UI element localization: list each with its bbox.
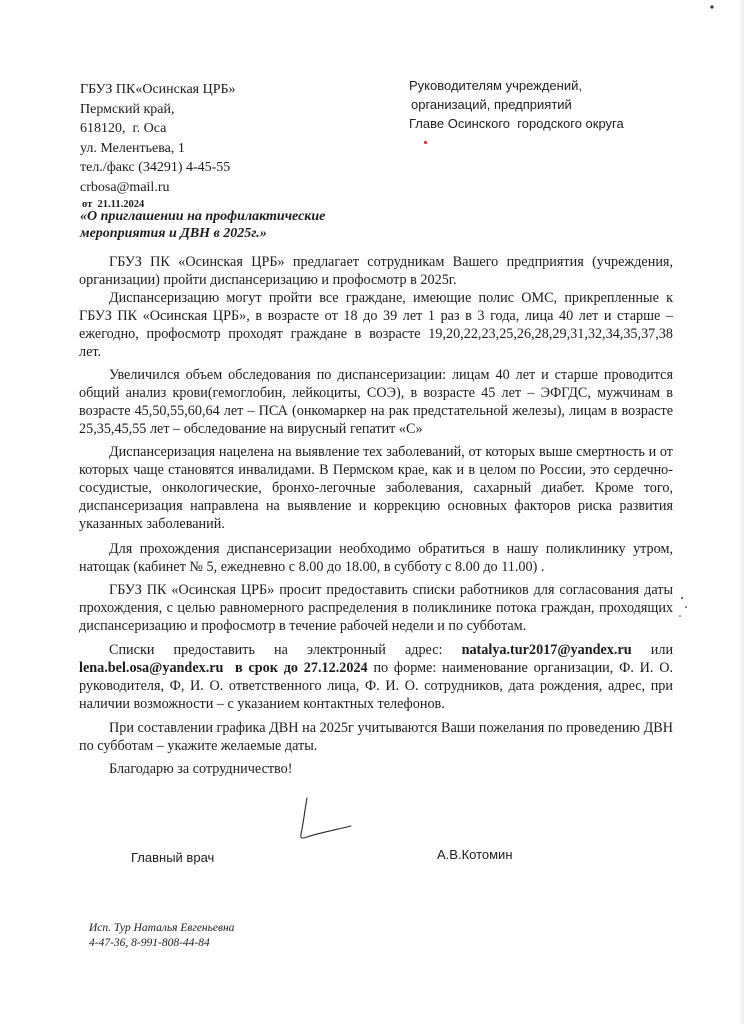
executor-name: Исп. Тур Наталья Евгеньевна — [89, 922, 235, 934]
speck — [681, 597, 683, 599]
sender-street: ул. Мелентьева, 1 — [80, 140, 185, 156]
addressee-block — [409, 76, 709, 133]
paragraph-eligibility: Диспансеризацию могут пройти все граждане, имеющие полис ОМС, прикрепленные к ГБУЗ ПК «Осинская ЦРБ», в возрасте от 18 до 39 лет 1 раз в 3 года, лица 40 лет и старше – ежегодно, профосмотр проходят граждане в возрасте 19,20,22,23,25,26,28,29,31,32,34,35,37,38 лет. — [79, 290, 673, 360]
submission-text-b: по форме: наименование организации, Ф. И. О. руководителя, Ф, И. О. ответственного лица, Ф. И. О. сотрудников, дата рождения, адрес, при наличии возможности – с указанием контактных телефонов. — [79, 660, 674, 712]
addressee-line-2: организаций, предприятий — [411, 97, 572, 112]
signatory-title: Главный врач — [131, 850, 215, 865]
paragraph-schedule: Для прохождения диспансеризации необходимо обратиться в нашу поликлинику утром, натощак (кабинет № 5, ежедневно с 8.00 до 18.00, в субботу с 8.00 до 11.00) . — [79, 541, 673, 575]
paragraph-lists-request: ГБУЗ ПК «Осинская ЦРБ» просит предоставить списки работников для согласования даты прохождения, с целью равномерного распределения в поликлинике потока граждан, проходящих диспансеризацию и профосмотр в течение рабочей недели и по субботам. — [79, 582, 673, 634]
paragraph-purpose: Диспансеризация нацелена на выявление тех заболеваний, от которых выше смертность и от которых чаще становятся инвалидами. В Пермском крае, как и в целом по России, это сердечно-сосудистые, онкологические, бронхо-легочные заболевания, сахарный диабет. Кроме того, диспансеризация направлена на выявление и коррекцию основных факторов риска развития указанных заболеваний. — [79, 444, 673, 532]
sender-email: crbosa@mail.ru — [80, 179, 170, 195]
paragraph-saturday-wishes: При составлении графика ДВН на 2025г учитываются Ваши пожелания по проведению ДВН по субботам – укажите желаемые даты. — [79, 720, 673, 754]
scan-edge-shadow — [738, 0, 744, 1024]
letter-subject — [80, 208, 400, 242]
paragraph-expanded-exams: Увеличился объем обследования по диспансеризации: лицам 40 лет и старше проводится общий анализ крови(гемоглобин, лейкоциты, СОЭ), в возрасте 45 лет – ЭФГДС, мужчинам в возрасте 45,50,55,60,64 лет – ПСА (онкомаркер на рак предстательной железы), лицам в возрасте 25,35,45,55 лет – обследование на вирусный гепатит «С» — [79, 367, 673, 437]
sender-region: Пермский край, — [80, 101, 175, 117]
email-lena: lena.bel.osa@yandex.ru — [79, 660, 224, 676]
sender-block — [80, 80, 380, 212]
red-ink-mark — [424, 141, 427, 144]
sender-postal: 618120, г. Оса — [80, 121, 167, 136]
speck — [685, 606, 687, 608]
date-prefix: от — [82, 199, 93, 210]
paragraph-submission — [79, 641, 673, 713]
paragraph-thanks: Благодарю за сотрудничество! — [109, 761, 293, 777]
sender-phone: тел./факс (34291) 4-45-55 — [80, 160, 231, 175]
speck — [679, 615, 681, 617]
addressee-line-3: Главе Осинского городского округа — [409, 116, 624, 131]
subject-line-1: «О приглашении на профилактические — [80, 209, 326, 224]
email-natalya: natalya.tur2017@yandex.ru — [461, 642, 632, 658]
letter-date: 21.11.2024 — [97, 199, 145, 210]
sender-org: ГБУЗ ПК«Осинская ЦРБ» — [80, 82, 236, 97]
handwritten-signature — [285, 790, 365, 850]
submission-or: или — [650, 642, 674, 658]
signatory-name: А.В.Котомин — [437, 847, 513, 862]
executor-phones: 4-47-36, 8-991-808-44-84 — [89, 937, 210, 949]
speck — [710, 5, 713, 8]
submission-text-a: Списки предоставить на электронный адрес: — [109, 642, 443, 658]
letter-body — [79, 253, 673, 782]
subject-line-2: мероприятия и ДВН в 2025г.» — [80, 226, 267, 241]
signature-stroke — [301, 798, 351, 838]
addressee-line-1: Руководителям учреждений, — [409, 78, 582, 93]
submission-deadline: в срок до 27.12.2024 — [235, 660, 368, 676]
executor-block — [89, 921, 234, 951]
paragraph-invitation: ГБУЗ ПК «Осинская ЦРБ» предлагает сотрудникам Вашего предприятия (учреждения, организации) пройти диспансеризацию и профосмотр в 2025г. — [79, 254, 673, 288]
